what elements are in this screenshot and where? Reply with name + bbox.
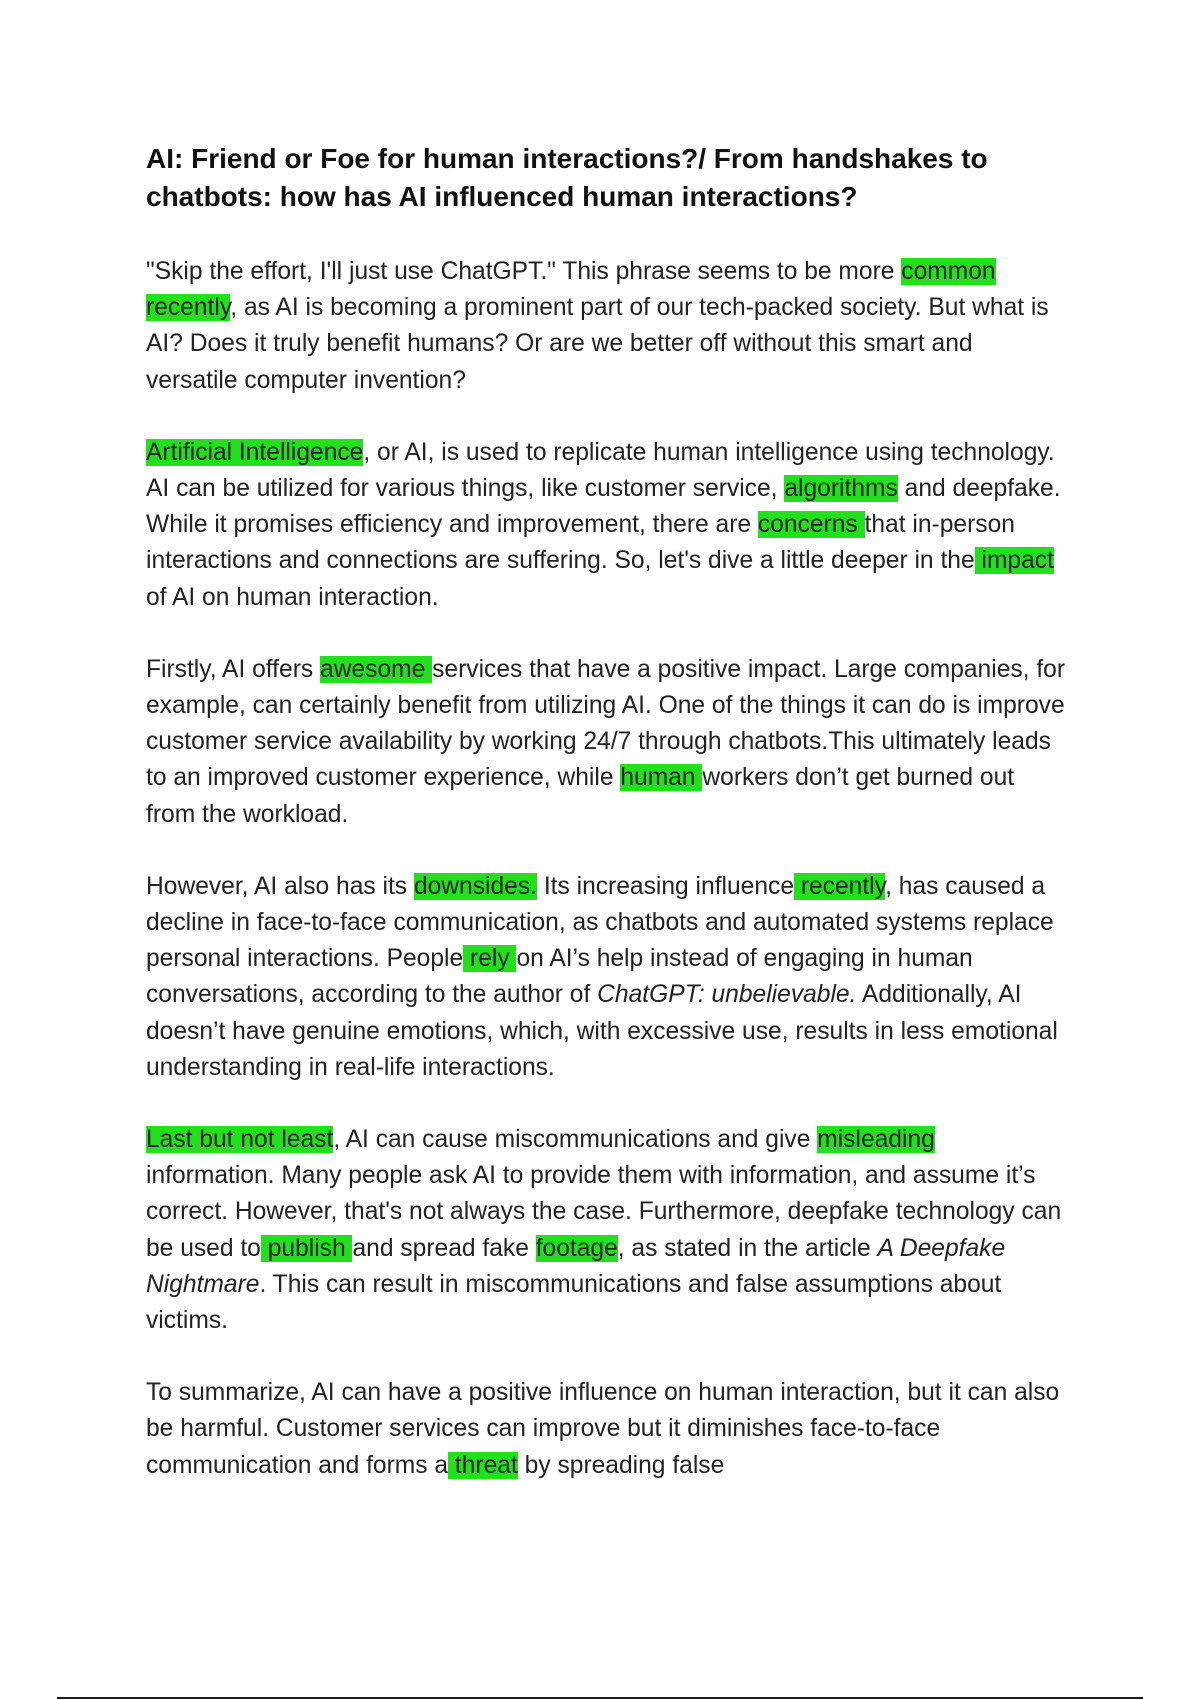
- paragraph-text: , as stated in the article: [617, 1234, 878, 1262]
- highlighted-text: awesome: [320, 655, 433, 683]
- paragraph-text: of AI on human interaction.: [146, 583, 439, 611]
- page-bottom-rule: [57, 1697, 1143, 1699]
- paragraph: [146, 1122, 1066, 1339]
- paragraph-text: workers don’t get burned out from the workload.: [146, 764, 1015, 828]
- paragraph-text: , as AI is becoming a prominent part of our tech-packed society. But what is AI? Does it truly benefit humans? Or are we better off without this smart and versatile computer invention?: [146, 294, 1049, 394]
- paragraph-text: information. Many people ask AI to provide them with information, and assume it’s correct. However, that's not always the case. Furthermore, deepfake technology can be used to: [146, 1162, 1062, 1262]
- highlighted-text: Last but not least: [146, 1126, 334, 1154]
- document-title: AI: Friend or Foe for human interactions?/ From handshakes to chatbots: how has AI influenced human interactions?: [146, 143, 988, 212]
- paragraph: [146, 869, 1066, 1086]
- document-page: [146, 140, 1066, 1520]
- paragraph-text: , AI can cause miscommunications and give: [333, 1126, 818, 1154]
- italic-text: A Deepfake Nightmare: [146, 1234, 1006, 1298]
- highlighted-text: publish: [260, 1234, 353, 1262]
- paragraph-text: services that have a positive impact. Large companies, for example, can certainly benefit from utilizing AI. One of the things it can do is improve customer service availability by working 24/7 through chatbots.This ultimately leads to an improved customer experience, while: [146, 655, 1066, 792]
- paragraph-text: "Skip the effort, I'll just use ChatGPT." This phrase seems to be more: [146, 258, 902, 285]
- highlighted-text: algorithms: [784, 475, 898, 503]
- italic-text: ChatGPT: unbelievable.: [597, 981, 857, 1009]
- paragraph-text: by spreading false: [517, 1451, 725, 1479]
- document-body: [146, 254, 1066, 1484]
- paragraph-text: and deepfake. While it promises efficiency and improvement, there are: [146, 475, 1061, 539]
- highlighted-text: threat: [448, 1451, 518, 1479]
- paragraph-text: and spread fake: [352, 1234, 536, 1262]
- paragraph-text: . This can result in miscommunications and false assumptions about victims.: [146, 1270, 1002, 1335]
- paragraph: [146, 1375, 1066, 1484]
- highlighted-text: downsides.: [413, 872, 537, 900]
- paragraph-text: Additionally, AI doesn’t have genuine emotions, which, with excessive use, results in less emotional understanding in real-life interactions.: [146, 981, 1058, 1081]
- highlighted-text: footage: [535, 1234, 618, 1262]
- paragraph-text: To summarize, AI can have a positive influence on human interaction, but it can also be harmful. Customer services can improve but it diminishes face-to-face communication and forms a: [146, 1379, 1060, 1479]
- paragraph: [146, 435, 1066, 616]
- paragraph-text: , or AI, is used to replicate human intelligence using technology. AI can be utilized for various things, like customer service,: [146, 438, 1055, 503]
- highlighted-text: human: [620, 764, 703, 792]
- highlighted-text: misleading: [817, 1126, 935, 1154]
- highlighted-text: recently: [146, 294, 231, 322]
- highlighted-text: recently: [794, 872, 886, 900]
- paragraph-text: Firstly, AI offers: [146, 655, 321, 683]
- highlighted-text: Artificial Intelligence: [146, 438, 364, 466]
- paragraph-text: However, AI also has its: [146, 872, 414, 900]
- highlighted-text: impact: [974, 547, 1054, 575]
- highlighted-text: concerns: [757, 511, 865, 539]
- highlighted-text: rely: [463, 945, 517, 973]
- highlighted-text: common: [901, 258, 996, 285]
- paragraph-text: Its increasing influence: [536, 872, 794, 900]
- paragraph: [146, 652, 1066, 833]
- paragraph-text: that in-person interactions and connections are suffering. So, let's dive a little deeper in the: [146, 511, 1015, 575]
- paragraph-text: , has caused a decline in face-to-face communication, as chatbots and automated systems replace personal interactions. People: [146, 872, 1054, 973]
- paragraph: [146, 254, 1066, 399]
- paragraph-text: on AI’s help instead of engaging in human conversations, according to the author of: [146, 945, 973, 1009]
